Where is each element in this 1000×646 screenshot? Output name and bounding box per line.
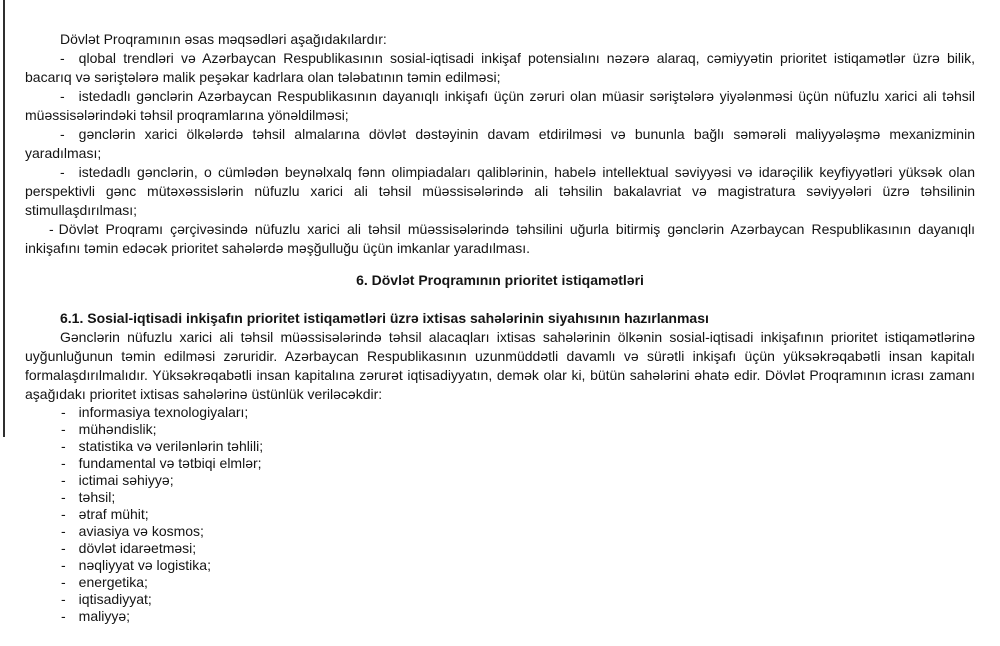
list-dash: - bbox=[61, 438, 66, 454]
list-dash: - bbox=[61, 608, 66, 624]
list-dash: - bbox=[61, 591, 66, 607]
priority-item bbox=[25, 574, 975, 591]
section-heading: 6. Dövlət Proqramının prioritet istiqamətləri bbox=[356, 272, 644, 288]
goal-bullet-text: istedadlı gənclərin, o cümlədən beynəlxalq fənn olimpiadaları qaliblərinin, habelə intellektual səviyyəsi və idarəçilik keyfiyyətləri yüksək olan perspektivli gənc mütəxəssislərin nüfuzlu xarici ali təhsil müəssisələrində ali təhsilin bakalavriat və magistratura səviyyələri üzrə təhsilinin stimullaşdırılması; bbox=[25, 164, 975, 218]
intro-lead: Dövlət Proqramının əsas məqsədləri aşağıdakılardır: bbox=[60, 31, 387, 47]
goal-bullet bbox=[25, 87, 975, 125]
priority-item-text: ictimai səhiyyə; bbox=[78, 472, 174, 488]
list-dash: - bbox=[61, 421, 66, 437]
list-dash: - bbox=[61, 472, 66, 488]
list-dash: - bbox=[61, 404, 66, 420]
bullet-dash: - bbox=[49, 221, 54, 237]
priority-item-text: iqtisadiyyat; bbox=[78, 591, 152, 607]
list-dash: - bbox=[61, 523, 66, 539]
priority-item-text: təhsil; bbox=[78, 489, 116, 505]
priority-item-text: dövlət idarəetməsi; bbox=[78, 540, 197, 556]
list-dash: - bbox=[61, 574, 66, 590]
bullet-dash: - bbox=[60, 164, 65, 180]
priority-item-text: nəqliyyat və logistika; bbox=[78, 557, 211, 573]
goal-bullet bbox=[25, 220, 975, 258]
list-dash: - bbox=[61, 489, 66, 505]
priority-item-text: ətraf mühit; bbox=[78, 506, 149, 522]
bullet-dash: - bbox=[60, 50, 65, 66]
priority-item-text: energetika; bbox=[78, 574, 148, 590]
bullet-dash: - bbox=[60, 126, 65, 142]
priority-item bbox=[25, 557, 975, 574]
goal-bullet-text: Dövlət Proqramı çərçivəsində nüfuzlu xarici ali təhsil müəssisələrində təhsilini uğurla bitirmiş gənclərin Azərbaycan Respublikasının dayanıqlı inkişafını təmin edəcək prioritet sahələrdə məşğulluğu üçün imkanlar yaradılması. bbox=[25, 221, 975, 256]
priority-item-text: fundamental və tətbiqi elmlər; bbox=[78, 455, 262, 471]
priority-item-text: aviasiya və kosmos; bbox=[78, 523, 204, 539]
priority-item-text: mühəndislik; bbox=[78, 421, 157, 437]
goal-bullet bbox=[25, 163, 975, 220]
priority-item bbox=[25, 591, 975, 608]
priority-item-text: maliyyə; bbox=[78, 608, 131, 624]
list-dash: - bbox=[61, 557, 66, 573]
priority-item bbox=[25, 489, 975, 506]
goal-bullet-text: qlobal trendləri və Azərbaycan Respublikasının sosial-iqtisadi inkişaf potensialını nəzərə alaraq, cəmiyyətin prioritet istiqamətlər üzrə bilik, bacarıq və səriştələrə malik peşəkar kadrlara olan tələbatının təmin edilməsi; bbox=[25, 50, 975, 85]
goal-bullet-text: gənclərin xarici ölkələrdə təhsil almalarına dövlət dəstəyinin davam etdirilməsi və bununla bağlı səmərəli maliyyələşmə mexanizminin yaradılması; bbox=[25, 126, 975, 161]
goal-bullet bbox=[25, 125, 975, 163]
priority-item bbox=[25, 540, 975, 557]
priority-item bbox=[25, 455, 975, 472]
list-dash: - bbox=[61, 455, 66, 471]
priority-item bbox=[25, 404, 975, 421]
subsection-paragraph: Gənclərin nüfuzlu xarici ali təhsil müəssisələrində təhsil alacaqları ixtisas sahələrinin ölkənin sosial-iqtisadi inkişafının prioritet istiqamətlərinə uyğunluğunun təmin edilməsi zəruridir. Azərbaycan Respublikasının uzunmüddətli davamlı və sürətli inkişafı üçün yüksəkrəqabətli insan kapitalı formalaşdırılmalıdır. Yüksəkrəqabətli insan kapitalına zərurət iqtisadiyyatın, demək olar ki, bütün sahələrini əhatə edir. Dövlət Proqramının icrası zamanı aşağıdakı prioritet ixtisas sahələrinə üstünlük veriləcəkdir: bbox=[25, 329, 975, 402]
list-dash: - bbox=[61, 540, 66, 556]
priority-item-text: informasiya texnologiyaları; bbox=[78, 404, 249, 420]
priority-item bbox=[25, 506, 975, 523]
goal-bullet-text: istedadlı gənclərin Azərbaycan Respublikasının dayanıqlı inkişafı üçün zəruri olan müasir səriştələrə yiyələnməsi üçün nüfuzlu xarici ali təhsil müəssisələrindəki təhsil proqramlarına yönəldilməsi; bbox=[25, 88, 975, 123]
priority-item bbox=[25, 472, 975, 489]
priority-item bbox=[25, 421, 975, 438]
goal-bullet bbox=[25, 49, 975, 87]
priority-list bbox=[25, 404, 975, 625]
bullet-dash: - bbox=[60, 88, 65, 104]
document-content bbox=[25, 30, 975, 625]
list-dash: - bbox=[61, 506, 66, 522]
priority-item bbox=[25, 608, 975, 625]
priority-item-text: statistika və verilənlərin təhlili; bbox=[78, 438, 264, 454]
subsection-heading: 6.1. Sosial-iqtisadi inkişafın prioritet istiqamətləri üzrə ixtisas sahələrinin siyahısının hazırlanması bbox=[60, 310, 709, 326]
priority-item bbox=[25, 438, 975, 455]
scan-edge-artifact bbox=[3, 0, 5, 437]
priority-item bbox=[25, 523, 975, 540]
